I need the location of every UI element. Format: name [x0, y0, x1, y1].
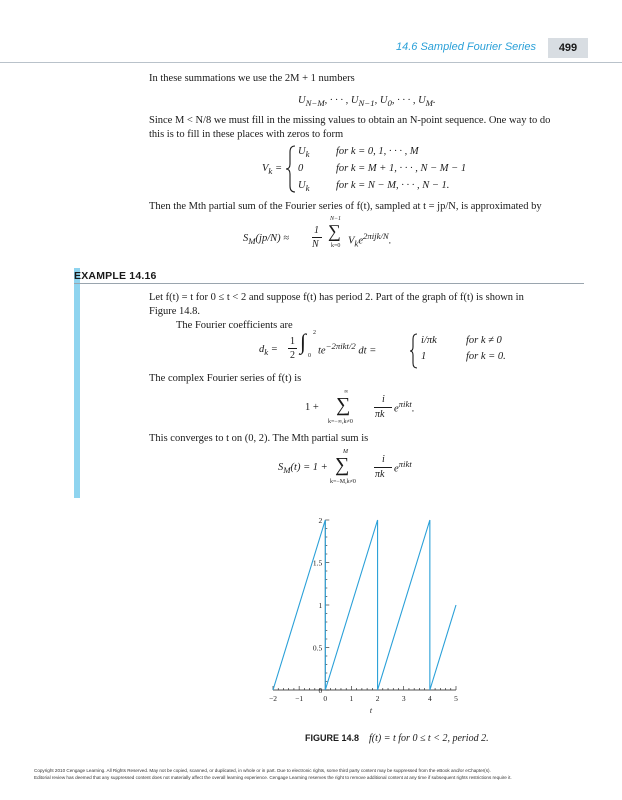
series-frac-bar [374, 407, 392, 408]
header-rule [0, 62, 622, 63]
paragraph-line-2: this is to fill in these places with zeros to form [149, 129, 344, 140]
left-brace-icon [409, 333, 419, 369]
sm-partial-lhs: $S_M(t) = 1$ + [278, 462, 328, 476]
example-sidebar [74, 268, 80, 498]
example-text-1: Let f(t) = t for 0 ≤ t < 2 and suppose f(t) has period 2. Part of the graph of f(t) is shown in [149, 292, 524, 303]
series-exponential: $e^{\pi ikt}$. [394, 399, 415, 415]
summation-icon: ∑ [335, 454, 350, 476]
x-tick-label: −2 [269, 694, 277, 703]
intro-text: In these summations we use the 2M + 1 numbers [149, 73, 355, 84]
sm-frac-bar [374, 467, 392, 468]
v-case-3-value: $U_k$ [298, 180, 310, 194]
summation-icon: ∑ [336, 394, 351, 416]
sm-exponential: $e^{\pi ikt}$ [394, 459, 412, 475]
integral-upper-limit: 2 [313, 330, 316, 336]
x-tick-label: 1 [349, 694, 354, 703]
sm-lower-limit: k=−M,k≠0 [330, 479, 356, 485]
x-tick-label: 0 [323, 694, 328, 703]
figure-label: FIGURE 14.8 [305, 733, 360, 743]
figure-caption [305, 733, 489, 744]
fraction-denominator: N [312, 239, 319, 250]
x-tick-label: 5 [454, 694, 458, 703]
left-brace-icon [285, 144, 297, 194]
half-bar [288, 348, 297, 349]
v-case-1-condition: for k = 0, 1, · · · , M [336, 146, 419, 157]
x-tick-label: 2 [375, 694, 380, 703]
v-case-2-value: 0 [298, 163, 304, 174]
summation-icon: ∑ [328, 221, 341, 241]
example-text-3: The Fourier coefficients are [176, 320, 293, 331]
y-tick-label: 1 [318, 601, 323, 610]
dk-lhs: $d_k$ = [259, 344, 278, 358]
dk-case-2-value: 1 [421, 351, 427, 362]
sm-frac-den: πk [375, 469, 385, 480]
example-text-4: The complex Fourier series of f(t) is [149, 373, 302, 384]
v-case-3-condition: for k = N − M, · · · , N − 1. [336, 180, 450, 191]
v-case-1-value: $U_k$ [298, 146, 310, 160]
copyright-line-1: Copyright 2010 Cengage Learning. All Rights Reserved. May not be copied, scanned, or duplicated, in whole or in part. Due to electronic rights, some third party content may be suppressed from the eBook and/or eChapter(s). [34, 768, 491, 773]
example-rule [74, 283, 584, 284]
y-tick-label: 2 [318, 516, 323, 525]
integral-lower-limit: 0 [308, 353, 311, 359]
dk-integrand: $te^{-2\pi ikt/2}$ dt = [318, 341, 377, 357]
x-tick-label: 3 [401, 694, 406, 703]
sum-lower-limit: k=0 [331, 243, 341, 249]
fraction-bar [312, 237, 322, 238]
dk-case-1-value: i/πk [421, 335, 437, 346]
series-one-plus: 1 + [305, 402, 319, 413]
copyright-line-2: Editorial review has deemed that any suppressed content does not materially affect the overall learning experience. Cengage Learning reserves the right to remove additional content at any time if subsequent rights restrictions require it. [34, 775, 512, 780]
sequence-equation: $U_{N-M}$, · · · , $U_{N-1}$, $U_0$, · · · , $U_M$. [298, 95, 436, 109]
dk-case-2-condition: for k = 0. [466, 351, 506, 362]
half-denominator: 2 [290, 350, 295, 361]
v-case-2-condition: for k = M + 1, · · · , N − M − 1 [336, 163, 467, 174]
page-number: 499 [548, 38, 588, 58]
fraction-numerator: 1 [314, 225, 319, 236]
v-definition-lhs: $V_k$ = [262, 163, 283, 177]
y-tick-label: 1.5 [312, 558, 323, 568]
sm-approx-lhs: $S_M(jp/N)$ ≈ [243, 233, 290, 247]
dk-case-1-condition: for k ≠ 0 [466, 335, 502, 346]
paragraph-partial-sum: Then the Mth partial sum of the Fourier series of f(t), sampled at t = jp/N, is approximated by [149, 201, 542, 212]
example-heading: EXAMPLE 14.16 [74, 270, 157, 282]
series-upper-limit: ∞ [344, 389, 349, 395]
series-lower-limit: k=−∞,k≠0 [328, 419, 353, 425]
series-line [273, 520, 456, 690]
sum-upper-limit: N−1 [330, 216, 342, 222]
x-tick-label: 4 [427, 694, 432, 703]
y-tick-label: 0.5 [312, 643, 323, 653]
series-frac-num: i [382, 394, 385, 405]
figure-14-8-chart [250, 505, 480, 720]
x-tick-label: −1 [295, 694, 304, 703]
y-tick-label: 0 [318, 686, 323, 695]
sm-upper-limit: M [343, 449, 348, 455]
example-text-5: This converges to t on (0, 2). The Mth partial sum is [149, 433, 369, 444]
figure-caption-text: f(t) = t for 0 ≤ t < 2, period 2. [369, 733, 489, 744]
series-frac-den: πk [375, 409, 385, 420]
integral-icon: ∫ [300, 329, 307, 354]
example-text-2: Figure 14.8. [149, 306, 201, 317]
sm-approx-body: $V_ke^{2\pi ijk/N}$. [348, 231, 392, 249]
paragraph-line-1: Since M < N/8 we must fill in the missing values to obtain an N-point sequence. One way to do [149, 115, 551, 126]
running-header-title: 14.6 Sampled Fourier Series [395, 41, 536, 53]
half-numerator: 1 [290, 336, 295, 347]
x-axis-label: t [369, 706, 373, 715]
sm-frac-num: i [382, 454, 385, 465]
